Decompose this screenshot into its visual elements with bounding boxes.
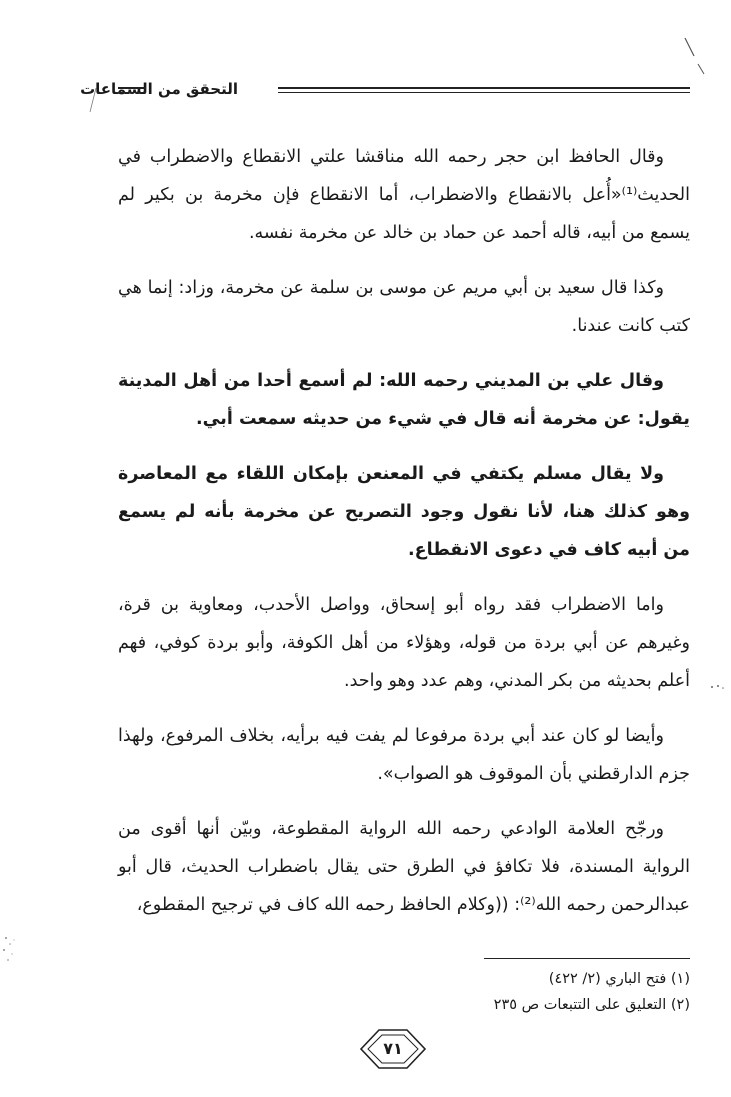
header-rule-short xyxy=(118,87,146,93)
main-text xyxy=(118,138,690,941)
footnote-1: (١) فتح الباري (٢/ ٤٢٢) xyxy=(548,971,690,987)
scan-speckle-right xyxy=(708,680,728,694)
running-header xyxy=(80,78,690,104)
paragraph-1: وقال الحافظ ابن حجر رحمه الله مناقشا علتي الانقطاع والاضطراب في الحديث⁽¹⁾«أُعل بالانقطاع والاضطراب، أما الانقطاع فإن مخرمة بن بكير لم يسمع من أبيه، قاله أحمد عن حماد بن خالد عن مخرمة نفسه. xyxy=(118,147,690,243)
scan-mark-top-right xyxy=(680,36,710,76)
page-number-badge xyxy=(357,1027,429,1071)
paragraph-5: واما الاضطراب فقد رواه أبو إسحاق، وواصل الأحدب، ومعاوية بن قرة، وغيرهم عن أبي بردة من قوله، وهؤلاء من أهل الكوفة، وأبو بردة كوفي، فهم أعلم بحديثه من بكر المدني، وهم عدد وهو واحد. xyxy=(118,595,690,691)
footnote-2: (٢) التعليق على التتبعات ص ٢٣٥ xyxy=(493,997,690,1013)
footnotes xyxy=(300,966,690,1018)
header-rule-long xyxy=(278,87,690,93)
paragraph-2: وكذا قال سعيد بن أبي مريم عن موسى بن سلمة عن مخرمة، وزاد: إنما هي كتب كانت عندنا. xyxy=(118,278,690,336)
paragraph-7: ورجّح العلامة الوادعي رحمه الله الرواية المقطوعة، وبيّن أنها أقوى من الرواية المسندة، فلا تكافؤ في الطرق حتى يقال باضطراب الحديث، قال أبو عبدالرحمن رحمه الله⁽²⁾: ((وكلام الحافظ رحمه الله كاف في ترجيح المقطوع، xyxy=(118,819,690,915)
paragraph-6: وأيضا لو كان عند أبي بردة مرفوعا لم يفت فيه برأيه، بخلاف المرفوع، ولهذا جزم الدارقطني بأن الموقوف هو الصواب». xyxy=(118,726,690,784)
page-number: ٧١ xyxy=(383,1039,403,1058)
paragraph-4: ولا يقال مسلم يكتفي في المعنعن بإمكان اللقاء مع المعاصرة وهو كذلك هنا، لأنا نقول وجود التصريح عن مخرمة بأنه لم يسمع من أبيه كاف في دعوى الانقطاع. xyxy=(118,464,690,560)
paragraph-3: وقال علي بن المديني رحمه الله: لم أسمع أحدا من أهل المدينة يقول: عن مخرمة أنه قال في شيء من حديثه سمعت أبي. xyxy=(118,371,690,429)
footnote-rule xyxy=(484,958,690,959)
scan-speckle-left xyxy=(0,930,30,970)
header-title: التحقق من السماعات xyxy=(80,80,238,98)
